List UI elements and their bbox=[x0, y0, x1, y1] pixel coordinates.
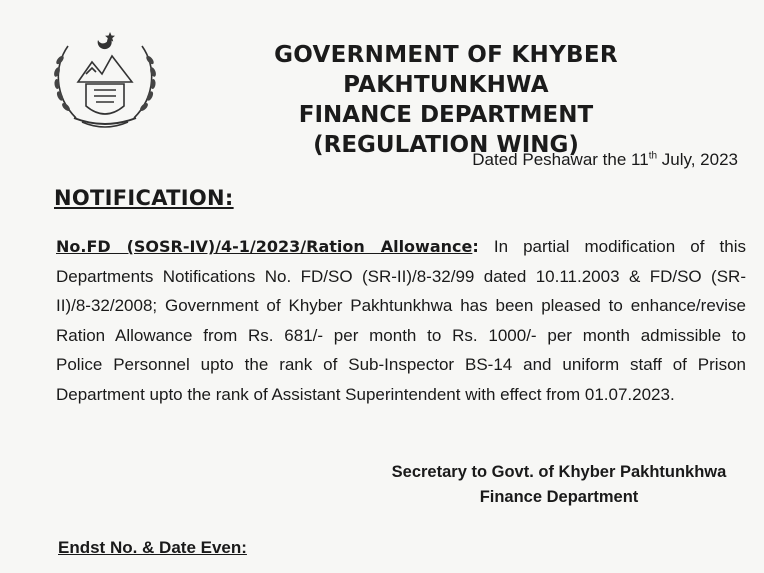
endorsement-heading: Endst No. & Date Even: bbox=[58, 538, 247, 557]
letterhead-department: FINANCE DEPARTMENT bbox=[298, 102, 594, 128]
date-rest: July, 2023 bbox=[657, 150, 738, 169]
notification-heading: NOTIFICATION: bbox=[54, 186, 234, 210]
body-line-2: Departments Notifications No. FD/SO (SR-II)/8-32/99 dated 10.11.2003 & FD/SO (SR- bbox=[56, 266, 746, 286]
date-line bbox=[472, 150, 738, 170]
body-line-5: Police Personnel upto the rank of Sub-Inspector BS-14 and uniform staff of Prison bbox=[56, 355, 746, 374]
body-line-1-text: In partial modification of this bbox=[478, 237, 746, 256]
notification-reference-number: No.FD (SOSR-IV)/4-1/2023/Ration Allowance bbox=[56, 237, 473, 256]
body-line-3: II)/8-32/2008; Government of Khyber Pakhtunkhwa has been pleased to enhance/revise bbox=[56, 296, 746, 315]
date-ordinal-suffix: th bbox=[648, 150, 658, 162]
signatory-title: Secretary to Govt. of Khyber Pakhtunkhwa bbox=[391, 463, 727, 481]
letterhead-government: GOVERNMENT OF KHYBER PAKHTUNKHWA bbox=[274, 42, 618, 98]
body-line-4: Ration Allowance from Rs. 681/- per month to Rs. 1000/- per month admissible to bbox=[56, 325, 746, 345]
body-line-6: Department upto the rank of Assistant Superintendent with effect from 01.07.2023. bbox=[56, 384, 675, 404]
government-emblem-logo bbox=[46, 26, 164, 134]
letterhead-wing: (REGULATION WING) bbox=[313, 132, 579, 158]
notification-body bbox=[56, 232, 746, 409]
signature-block bbox=[374, 460, 744, 510]
letterhead bbox=[176, 40, 716, 160]
signatory-department: Finance Department bbox=[479, 488, 639, 506]
reference-colon: : bbox=[472, 237, 479, 256]
date-prefix: Dated Peshawar the 11 bbox=[472, 150, 649, 169]
body-line-1 bbox=[56, 232, 746, 262]
